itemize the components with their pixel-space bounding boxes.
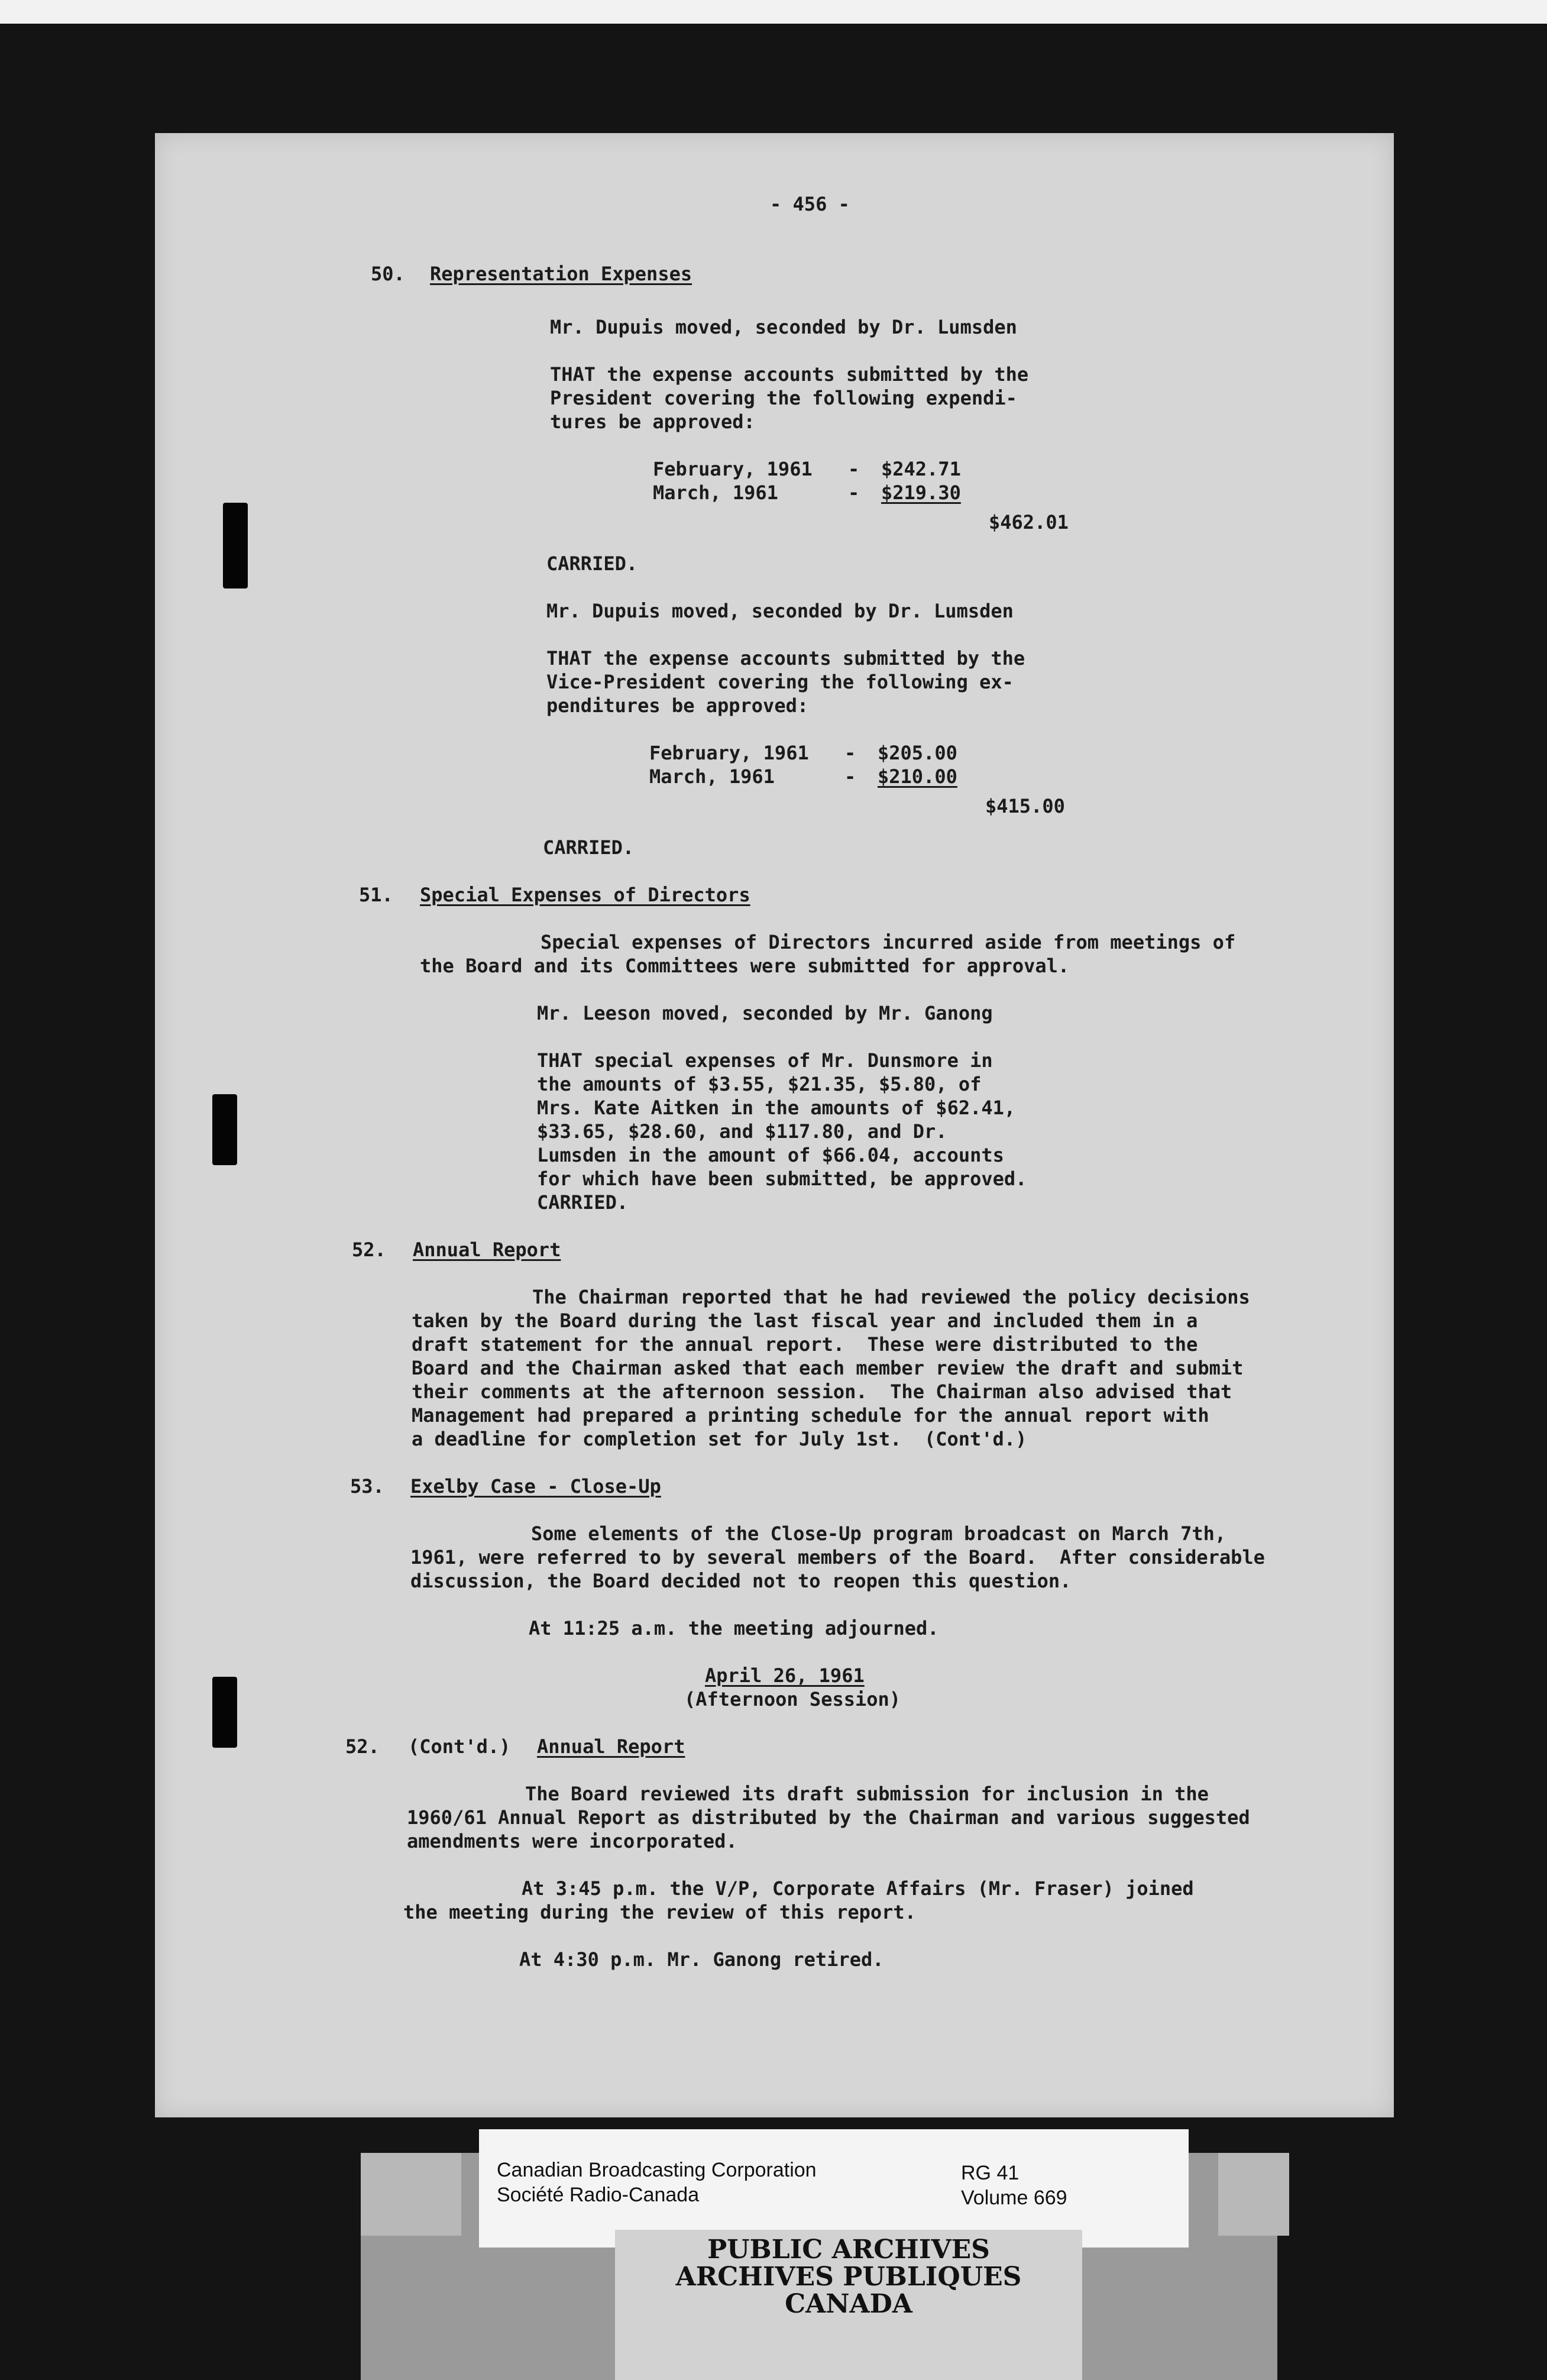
resolution-line: Lumsden in the amount of $66.04, accounts	[537, 1144, 1004, 1166]
session-date: April 26, 1961	[705, 1664, 865, 1687]
archive-label-tab	[361, 2153, 461, 2236]
carried: CARRIED.	[537, 1191, 629, 1214]
archive-line: ARCHIVES PUBLIQUES	[675, 2262, 1022, 2292]
expense-dash: -	[848, 458, 860, 480]
motion: Mr. Dupuis moved, seconded by Dr. Lumsden	[550, 316, 1017, 338]
paragraph-line: Special expenses of Directors incurred aside from meetings of	[541, 931, 1236, 953]
paragraph-line: The Chairman reported that he had reviewed the policy decisions	[532, 1286, 1250, 1308]
organization-english: Canadian Broadcasting Corporation	[497, 2159, 817, 2181]
paragraph-line: discussion, the Board decided not to reopen this question.	[410, 1570, 1072, 1592]
item-number: 50.	[371, 263, 405, 285]
resolution-line: the amounts of $3.55, $21.35, $5.80, of	[537, 1073, 982, 1095]
expense-month: February, 1961	[649, 742, 809, 764]
volume-number: Volume 669	[961, 2187, 1067, 2209]
cont-label: (Cont'd.)	[408, 1735, 511, 1758]
expense-total: $462.01	[989, 511, 1069, 533]
item-number: 52.	[352, 1238, 386, 1261]
adjourned-note: At 11:25 a.m. the meeting adjourned.	[529, 1617, 939, 1640]
carried: CARRIED.	[546, 552, 638, 575]
resolution-line: THAT the expense accounts submitted by the	[550, 363, 1029, 386]
resolution-line: THAT the expense accounts submitted by the	[546, 647, 1025, 670]
item-number: 52.	[345, 1735, 380, 1758]
item-title: Special Expenses of Directors	[420, 884, 750, 906]
resolution-line: $33.65, $28.60, and $117.80, and Dr.	[537, 1120, 947, 1143]
page-number: - 456 -	[770, 193, 850, 215]
expense-amount: $210.00	[878, 765, 957, 788]
organization-french: Société Radio-Canada	[497, 2184, 700, 2206]
expense-amount: $219.30	[881, 481, 961, 504]
resolution-line: tures be approved:	[550, 410, 755, 433]
resolution-line: President covering the following expendi-	[550, 387, 1017, 409]
archive-stamp	[615, 2230, 1082, 2380]
expense-amount: $205.00	[878, 742, 957, 764]
document-page	[155, 133, 1394, 2117]
paragraph-line: At 4:30 p.m. Mr. Ganong retired.	[519, 1948, 884, 1971]
paragraph-line: amendments were incorporated.	[407, 1830, 737, 1852]
resolution-line: Mrs. Kate Aitken in the amounts of $62.41,	[537, 1097, 1016, 1119]
item-title: Representation Expenses	[430, 263, 692, 285]
item-title: Exelby Case - Close-Up	[410, 1475, 661, 1498]
resolution-line: penditures be approved:	[546, 694, 809, 717]
paragraph-line: The Board reviewed its draft submission for inclusion in the	[525, 1783, 1209, 1805]
carried: CARRIED.	[543, 836, 635, 859]
expense-month: February, 1961	[653, 458, 813, 480]
motion: Mr. Leeson moved, seconded by Mr. Ganong	[537, 1002, 993, 1024]
paragraph-line: the meeting during the review of this report.	[403, 1901, 916, 1923]
resolution-line: Vice-President covering the following ex-	[546, 671, 1014, 693]
expense-month: March, 1961	[649, 765, 775, 788]
paragraph-line: Board and the Chairman asked that each member review the draft and submit	[412, 1357, 1244, 1379]
expense-month: March, 1961	[653, 481, 778, 504]
paragraph-line: a deadline for completion set for July 1st. (Cont'd.)	[412, 1428, 1027, 1450]
record-group: RG 41	[961, 2162, 1020, 2184]
expense-dash: -	[844, 742, 856, 764]
paragraph-line: draft statement for the annual report. These were distributed to the	[412, 1333, 1198, 1356]
session-label: (Afternoon Session)	[684, 1688, 901, 1710]
item-title: Annual Report	[537, 1735, 685, 1758]
film-registration-mark	[212, 1677, 237, 1748]
archive-line: PUBLIC ARCHIVES	[707, 2235, 990, 2265]
expense-dash: -	[844, 765, 856, 788]
expense-dash: -	[848, 481, 860, 504]
film-registration-mark	[223, 503, 248, 588]
item-number: 53.	[350, 1475, 384, 1498]
paragraph-line: Management had prepared a printing schedule for the annual report with	[412, 1404, 1209, 1427]
archive-line: CANADA	[785, 2289, 912, 2319]
paragraph-line: At 3:45 p.m. the V/P, Corporate Affairs (Mr. Fraser) joined	[522, 1877, 1194, 1900]
paragraph-line: 1960/61 Annual Report as distributed by the Chairman and various suggested	[407, 1806, 1250, 1829]
archive-label-tab	[1218, 2153, 1289, 2236]
item-number: 51.	[359, 884, 393, 906]
expense-total: $415.00	[985, 795, 1065, 817]
resolution-line: for which have been submitted, be approved.	[537, 1168, 1027, 1190]
paragraph-line: the Board and its Committees were submitted for approval.	[420, 955, 1070, 977]
paragraph-line: their comments at the afternoon session. The Chairman also advised that	[412, 1380, 1232, 1403]
paragraph-line: 1961, were referred to by several members of the Board. After considerable	[410, 1546, 1265, 1569]
film-top-edge	[0, 0, 1547, 24]
item-title: Annual Report	[413, 1238, 561, 1261]
paragraph-line: taken by the Board during the last fiscal year and included them in a	[412, 1309, 1198, 1332]
paragraph-line: Some elements of the Close-Up program broadcast on March 7th,	[531, 1522, 1226, 1545]
film-registration-mark	[212, 1094, 237, 1165]
resolution-line: THAT special expenses of Mr. Dunsmore in	[537, 1049, 993, 1072]
expense-amount: $242.71	[881, 458, 961, 480]
motion: Mr. Dupuis moved, seconded by Dr. Lumsden	[546, 600, 1014, 622]
